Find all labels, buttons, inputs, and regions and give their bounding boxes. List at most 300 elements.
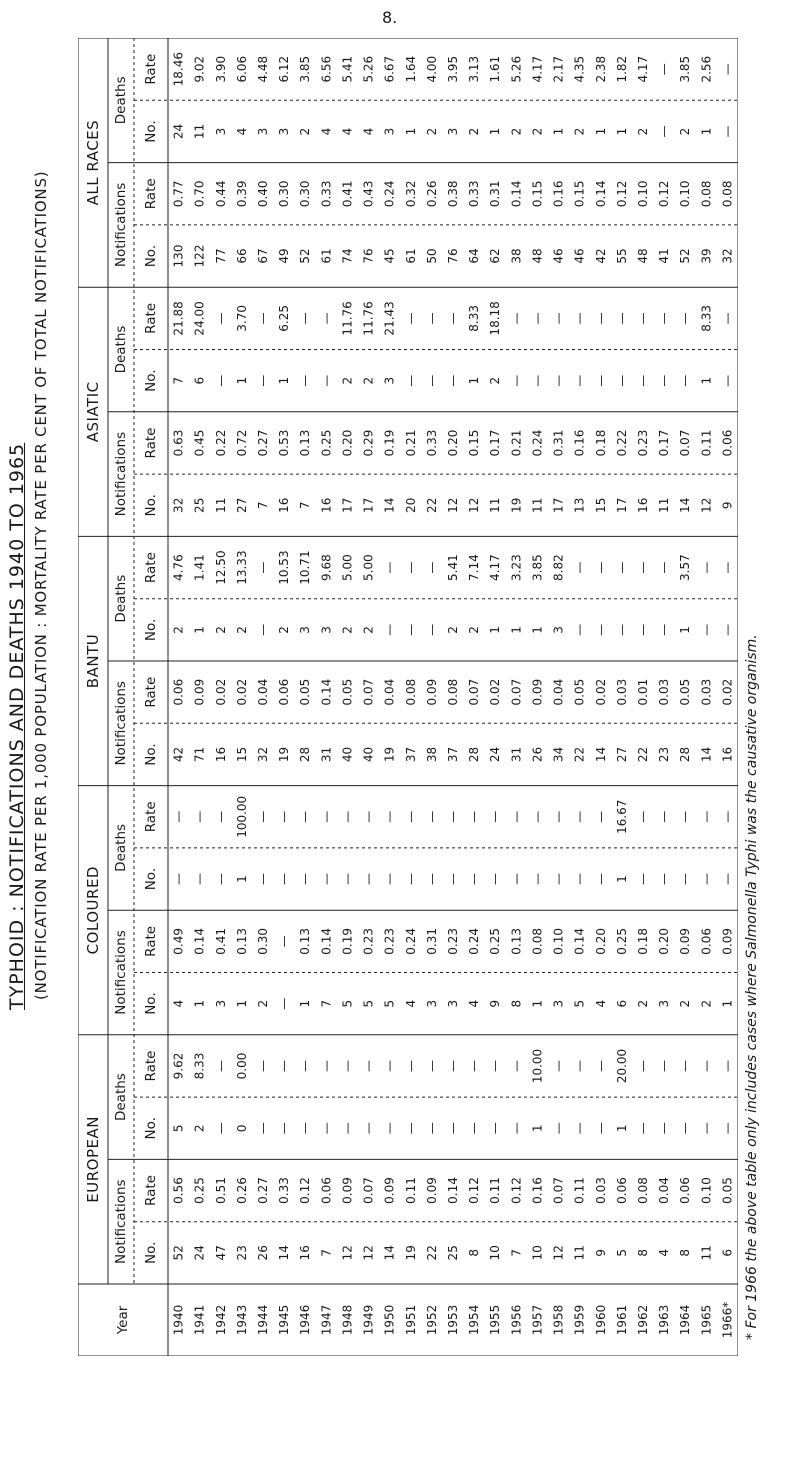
data-cell: 48 (636, 248, 650, 264)
data-cell: 5.26 (509, 55, 524, 83)
data-cell: 19 (382, 746, 397, 763)
data-cell: 0.06 (171, 678, 186, 706)
data-cell: 12.50 (213, 550, 228, 585)
data-cell: 3.85 (298, 55, 313, 83)
data-cell: 1.82 (614, 55, 629, 83)
data-cell: 1 (530, 1124, 545, 1133)
data-cell: — (319, 374, 334, 387)
year-cell: 1955 (488, 1304, 503, 1336)
data-cell: 16.67 (614, 799, 629, 834)
data-cell: 3.70 (234, 305, 249, 332)
data-cell: — (171, 810, 186, 823)
data-cell: 0.05 (678, 678, 693, 706)
data-cell: 12 (699, 497, 714, 513)
data-cell: 2 (213, 626, 228, 634)
data-cell: 8 (509, 999, 524, 1008)
group-header: BANTU (84, 633, 102, 689)
data-cell: 0.17 (657, 429, 672, 457)
column-subheader: No. (143, 743, 159, 766)
data-cell: 5.00 (340, 554, 355, 581)
data-cell: 0.18 (593, 429, 608, 457)
data-cell: 62 (488, 248, 503, 264)
data-cell: 74 (340, 248, 355, 264)
data-cell: 0.10 (699, 1177, 714, 1204)
data-cell: 4 (593, 999, 608, 1008)
data-cell: 0.13 (234, 928, 249, 955)
year-cell: 1954 (467, 1304, 482, 1336)
data-cell: — (572, 374, 587, 387)
data-cell: 76 (446, 248, 460, 264)
column-subheader: Rate (143, 302, 159, 334)
data-cell: — (319, 1060, 334, 1072)
data-cell: — (213, 873, 228, 885)
data-cell: 0.05 (298, 678, 313, 706)
data-cell: 12 (446, 497, 460, 513)
data-cell: 25 (446, 1245, 460, 1261)
data-cell: 4.17 (636, 55, 650, 83)
section-header: Notifications (113, 431, 129, 517)
data-cell: 13 (572, 497, 587, 513)
data-cell: 0.30 (298, 180, 313, 208)
data-cell: — (657, 1122, 672, 1135)
data-cell: 4.00 (424, 55, 439, 83)
data-cell: 3 (382, 127, 397, 136)
data-cell: 0.09 (678, 928, 693, 955)
data-cell: — (424, 623, 439, 636)
data-cell: — (256, 623, 270, 636)
data-cell: — (551, 374, 566, 387)
data-cell: 0.21 (509, 429, 524, 457)
data-cell: 0.53 (277, 429, 292, 457)
year-cell: 1941 (192, 1304, 207, 1336)
data-cell: 0.11 (699, 429, 714, 457)
data-cell: 0.03 (699, 678, 714, 706)
data-cell: — (593, 374, 608, 387)
data-cell: 6 (614, 999, 629, 1008)
data-cell: 0.27 (256, 1177, 270, 1204)
data-cell: 2 (361, 376, 376, 385)
data-cell: 55 (614, 248, 629, 264)
data-cell: 8.33 (467, 305, 482, 332)
data-cell: 2.56 (699, 55, 714, 83)
column-subheader: No. (143, 1241, 159, 1265)
section-header: Notifications (113, 182, 129, 268)
data-cell: 0.21 (403, 429, 418, 457)
data-cell: 0.00 (234, 1052, 249, 1080)
data-cell: 0.08 (530, 928, 545, 955)
data-cell: 0.33 (467, 180, 482, 208)
data-cell: — (593, 1122, 608, 1135)
data-cell: 1 (614, 127, 629, 136)
data-cell: — (614, 374, 629, 387)
data-cell: 16 (298, 1245, 313, 1261)
data-cell: 0.07 (467, 678, 482, 706)
data-cell: 34 (551, 746, 566, 763)
data-cell: 6.67 (382, 55, 397, 83)
data-cell: 10.71 (298, 550, 313, 585)
data-cell: 11 (488, 497, 503, 513)
data-cell: 0.26 (234, 1177, 249, 1204)
data-cell: 24 (192, 1245, 207, 1261)
year-cell: 1944 (256, 1304, 270, 1336)
data-cell: 0.30 (256, 928, 270, 955)
data-cell: 0.77 (171, 180, 186, 208)
data-cell: 12 (361, 1245, 376, 1261)
data-cell: 0.06 (678, 1177, 693, 1204)
data-cell: 6 (192, 376, 207, 385)
data-cell: 9 (593, 1248, 608, 1257)
data-cell: — (213, 374, 228, 387)
data-cell: 10.00 (530, 1048, 545, 1084)
data-cell: 3 (446, 127, 460, 136)
data-cell: 0.40 (256, 180, 270, 208)
column-subheader: No. (143, 120, 159, 143)
data-cell: — (256, 561, 270, 574)
data-cell: 2 (234, 626, 249, 634)
data-cell: — (720, 63, 735, 76)
data-cell: 0.13 (298, 429, 313, 457)
data-cell: — (657, 873, 672, 885)
data-cell: — (572, 561, 587, 574)
data-cell: 1 (593, 127, 608, 136)
data-cell: — (678, 810, 693, 823)
data-cell: — (446, 374, 460, 387)
data-cell: 1 (192, 999, 207, 1008)
data-cell: 0.32 (403, 180, 418, 208)
data-cell: 48 (530, 248, 545, 264)
data-cell: — (403, 623, 418, 636)
data-cell: 15 (234, 746, 249, 763)
data-cell: 21.43 (382, 301, 397, 336)
data-cell: 2 (572, 127, 587, 136)
data-cell: 3 (298, 626, 313, 634)
data-cell: 0.10 (551, 928, 566, 955)
group-header: EUROPEAN (84, 1116, 102, 1203)
data-cell: 0.11 (403, 1177, 418, 1204)
column-subheader: No. (143, 992, 159, 1015)
data-cell: — (720, 125, 735, 138)
data-cell: 14 (699, 746, 714, 763)
data-cell: 0.19 (340, 928, 355, 955)
year-cell: 1962 (636, 1304, 650, 1336)
data-cell: 0.16 (572, 429, 587, 457)
data-cell: — (319, 312, 334, 325)
group-header: ALL RACES (84, 119, 102, 206)
data-cell: 0.38 (446, 180, 460, 208)
data-cell: 16 (636, 497, 650, 513)
data-cell: — (636, 312, 650, 325)
data-cell: 49 (277, 248, 292, 264)
data-cell: — (277, 1060, 292, 1072)
data-cell: 37 (446, 746, 460, 763)
column-subheader: Rate (143, 552, 159, 584)
data-cell: 0.14 (446, 1177, 460, 1204)
data-cell: 11 (192, 123, 207, 140)
data-cell: 4 (361, 127, 376, 136)
data-cell: 14 (382, 497, 397, 513)
data-cell: 28 (467, 746, 482, 763)
data-cell: 7 (171, 376, 186, 385)
data-cell: 3.13 (467, 55, 482, 83)
data-cell: — (382, 1122, 397, 1135)
data-cell: — (403, 1122, 418, 1135)
data-cell: — (572, 623, 587, 636)
data-cell: 8.33 (699, 305, 714, 332)
data-cell: 0.04 (657, 1177, 672, 1204)
data-cell: 1 (551, 127, 566, 136)
data-cell: — (678, 374, 693, 387)
data-cell: 0.12 (298, 1177, 313, 1204)
data-cell: 0.20 (657, 928, 672, 955)
year-cell: 1960 (593, 1304, 608, 1336)
group-header: COLOURED (84, 866, 102, 955)
data-cell: 0.14 (319, 928, 334, 955)
data-cell: — (488, 873, 503, 885)
data-cell: 0.12 (467, 1177, 482, 1204)
year-cell: 1940 (171, 1304, 186, 1336)
data-cell: 38 (424, 746, 439, 763)
column-subheader: No. (143, 1117, 159, 1140)
data-cell: 0.25 (319, 429, 334, 457)
data-cell: 0.14 (572, 928, 587, 955)
data-cell: 0.33 (277, 1177, 292, 1204)
data-cell: 2 (467, 127, 482, 136)
data-cell: — (551, 312, 566, 325)
data-cell: — (403, 873, 418, 885)
data-cell: 24 (171, 123, 186, 140)
year-cell: 1942 (213, 1304, 228, 1336)
data-cell: — (424, 873, 439, 885)
data-cell: — (446, 1122, 460, 1135)
data-cell: 18.46 (171, 52, 186, 87)
data-cell: 2 (530, 127, 545, 136)
data-cell: 9 (488, 999, 503, 1008)
data-cell: 1 (509, 626, 524, 634)
data-cell: 47 (213, 1245, 228, 1261)
data-cell: — (403, 374, 418, 387)
data-cell: — (551, 1122, 566, 1135)
data-cell: — (446, 1060, 460, 1072)
data-cell: 1 (277, 376, 292, 385)
data-cell: 18.18 (488, 301, 503, 336)
data-cell: 2 (636, 999, 650, 1008)
data-cell: 3 (657, 999, 672, 1008)
data-cell: 0.10 (678, 180, 693, 208)
data-cell: 0.51 (213, 1177, 228, 1204)
year-cell: 1964 (678, 1304, 693, 1336)
data-cell: 0.45 (192, 429, 207, 457)
data-cell: 1 (530, 999, 545, 1008)
data-cell: 0.31 (488, 180, 503, 208)
data-cell: 0.29 (361, 429, 376, 457)
data-cell: 0.23 (361, 928, 376, 955)
data-cell: — (403, 810, 418, 823)
column-subheader: Rate (143, 53, 159, 85)
year-cell: 1949 (361, 1304, 376, 1336)
data-cell: 11.76 (361, 301, 376, 336)
data-cell: 52 (298, 248, 313, 264)
data-cell: 0.14 (319, 678, 334, 706)
data-cell: — (256, 374, 270, 387)
data-cell: — (213, 810, 228, 823)
data-cell: — (361, 1060, 376, 1072)
data-cell: 39 (699, 248, 714, 264)
column-subheader: Rate (143, 178, 159, 210)
data-cell: 19 (509, 497, 524, 513)
data-cell: 61 (319, 248, 334, 264)
data-cell: 1 (720, 999, 735, 1008)
data-cell: 2 (298, 127, 313, 136)
data-cell: 22 (424, 497, 439, 513)
data-cell: 6.25 (277, 305, 292, 332)
year-cell: 1947 (319, 1304, 334, 1336)
data-cell: 4 (234, 127, 249, 136)
data-cell: — (699, 810, 714, 823)
data-cell: 40 (340, 746, 355, 763)
data-cell: — (256, 873, 270, 885)
data-cell: — (256, 312, 270, 325)
data-cell: 25 (192, 497, 207, 513)
data-cell: 38 (509, 248, 524, 264)
data-cell: 2 (446, 626, 460, 634)
column-subheader: No. (143, 369, 159, 392)
data-cell: 0.33 (319, 180, 334, 208)
data-cell: 7 (256, 501, 270, 510)
data-cell: 64 (467, 248, 482, 264)
data-cell: 0.11 (572, 1177, 587, 1204)
column-subheader: Rate (143, 1175, 159, 1206)
column-subheader: No. (143, 618, 159, 642)
data-cell: — (403, 561, 418, 574)
data-cell: — (319, 873, 334, 885)
data-cell: 52 (678, 248, 693, 264)
data-cell: 5 (572, 999, 587, 1008)
data-cell: 0.25 (614, 928, 629, 955)
data-cell: 0.11 (488, 1177, 503, 1204)
data-cell: 2 (424, 127, 439, 136)
data-cell: 0.09 (192, 678, 207, 706)
data-cell: 0.44 (213, 180, 228, 208)
data-cell: 0.27 (256, 429, 270, 457)
data-cell: — (488, 1122, 503, 1135)
data-cell: 0.05 (340, 678, 355, 706)
data-cell: 8 (467, 1248, 482, 1257)
data-cell: 8 (678, 1248, 693, 1257)
data-cell: 45 (382, 248, 397, 264)
data-cell: 11 (657, 497, 672, 513)
year-cell: 1957 (530, 1304, 545, 1336)
data-cell: 12 (467, 497, 482, 513)
data-cell: — (403, 1060, 418, 1072)
section-header: Deaths (113, 76, 129, 125)
data-cell: 1 (614, 1124, 629, 1133)
data-cell: — (657, 1060, 672, 1072)
section-header: Notifications (113, 930, 129, 1015)
data-cell: — (319, 1122, 334, 1135)
data-cell: 0.56 (171, 1177, 186, 1204)
year-header: Year (115, 1305, 131, 1335)
data-cell: — (678, 1060, 693, 1072)
data-cell: — (509, 312, 524, 325)
data-cell: — (593, 312, 608, 325)
page-subtitle: (NOTIFICATION RATE PER 1,000 POPULATION : MORTALITY RATE PER CENT OF TOTAL NOTIFICATIONS) (32, 170, 50, 1000)
data-cell: 130 (171, 244, 186, 268)
data-cell: 2 (699, 999, 714, 1008)
data-cell: 2 (509, 127, 524, 136)
data-cell: 2 (678, 999, 693, 1008)
data-cell: — (213, 1060, 228, 1072)
data-cell: 0.10 (636, 180, 650, 208)
group-header: ASIATIC (84, 381, 102, 443)
data-cell: 0.22 (614, 429, 629, 457)
data-cell: 0.08 (699, 180, 714, 208)
data-cell: — (593, 561, 608, 574)
data-cell: 2 (340, 376, 355, 385)
data-cell: 24.00 (192, 301, 207, 336)
data-cell: 1.61 (488, 55, 503, 83)
data-cell: — (298, 374, 313, 387)
data-cell: 32 (171, 497, 186, 513)
data-cell: 3 (551, 999, 566, 1008)
column-subheader: Rate (143, 427, 159, 459)
data-cell: 17 (614, 497, 629, 513)
data-cell: 1 (403, 127, 418, 136)
data-cell: 61 (403, 248, 418, 264)
data-cell: — (382, 561, 397, 574)
data-cell: 0.14 (192, 928, 207, 955)
section-header: Notifications (113, 1179, 129, 1264)
column-subheader: No. (143, 867, 159, 891)
data-cell: — (424, 374, 439, 387)
data-cell: — (256, 1060, 270, 1072)
data-cell: — (213, 1122, 228, 1135)
data-cell: 5 (340, 999, 355, 1008)
data-cell: 0.41 (340, 180, 355, 208)
data-cell: 5 (361, 999, 376, 1008)
data-cell: — (636, 623, 650, 636)
data-cell: — (171, 873, 186, 885)
data-cell: — (424, 1122, 439, 1135)
data-cell: 1 (678, 626, 693, 634)
data-cell: — (699, 1122, 714, 1135)
section-header: Deaths (113, 823, 129, 872)
data-cell: 31 (319, 746, 334, 763)
typhoid-table (78, 38, 738, 1356)
data-cell: 4.17 (530, 55, 545, 83)
data-cell: — (192, 810, 207, 823)
data-cell: — (593, 873, 608, 885)
data-cell: 2 (277, 626, 292, 634)
data-cell: 0.15 (467, 429, 482, 457)
data-cell: — (657, 125, 672, 138)
data-cell: 5 (614, 1248, 629, 1257)
data-cell: — (636, 561, 650, 574)
data-cell: 0.22 (213, 429, 228, 457)
data-cell: 1 (699, 127, 714, 136)
year-cell: 1959 (572, 1304, 587, 1336)
data-cell: 3.85 (678, 55, 693, 83)
data-cell: 50 (424, 248, 439, 264)
data-cell: 22 (424, 1245, 439, 1261)
data-cell: — (319, 810, 334, 823)
data-cell: 1 (488, 626, 503, 634)
data-cell: — (551, 873, 566, 885)
data-cell: 41 (657, 248, 672, 264)
data-cell: — (530, 810, 545, 823)
data-cell: 0.31 (551, 429, 566, 457)
year-cell: 1951 (403, 1304, 418, 1336)
column-subheader: Rate (143, 1050, 159, 1082)
